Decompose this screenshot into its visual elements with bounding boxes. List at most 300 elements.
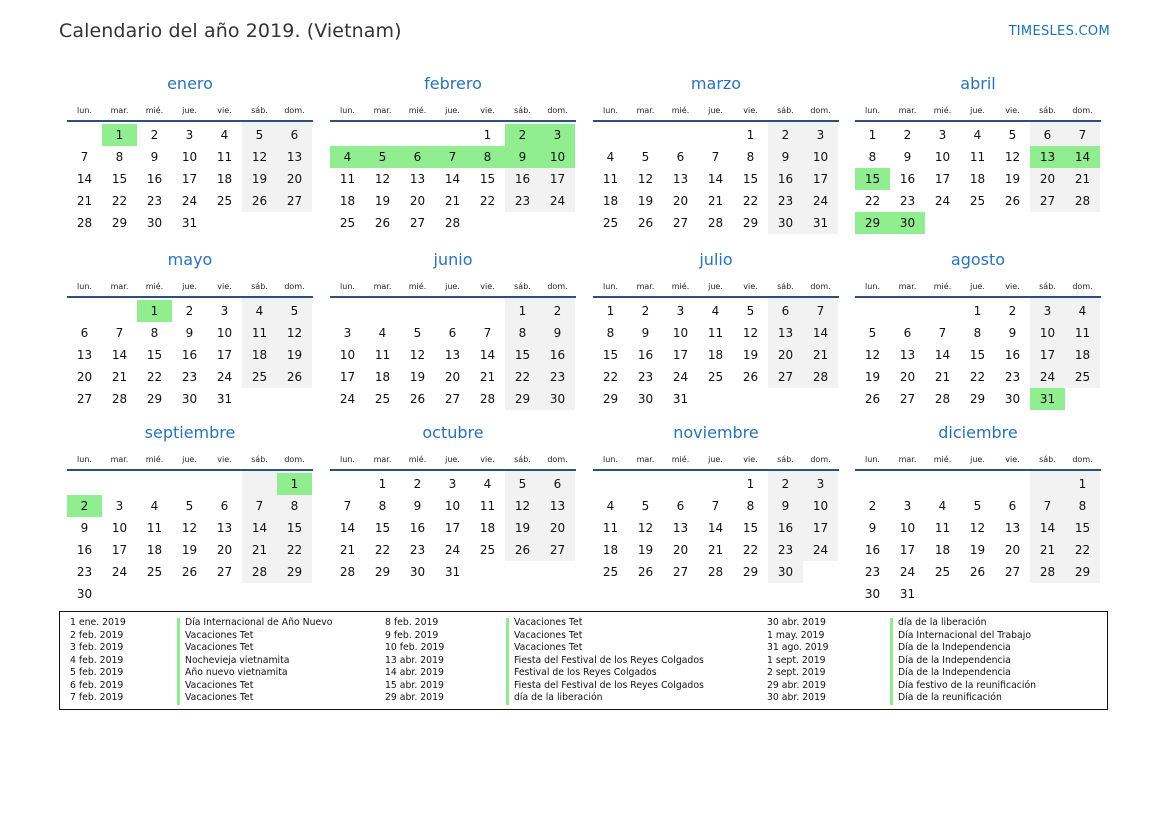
day-cell: 21	[934, 370, 951, 384]
day-cell: 21	[1074, 172, 1091, 186]
weekday-label: sáb.	[1039, 282, 1056, 291]
day-cell: 24	[899, 565, 916, 579]
day-cell: 27	[286, 194, 303, 208]
day-cell: 19	[637, 543, 654, 557]
day-cell: 10	[672, 326, 689, 340]
day-cell: 19	[742, 348, 759, 362]
legend-date: 2 sept. 2019	[767, 667, 826, 678]
day-cell: 1	[518, 304, 527, 318]
day-cell: 9	[185, 326, 194, 340]
day-cell: 5	[868, 326, 877, 340]
day-cell: 28	[707, 565, 724, 579]
day-cell: 10	[899, 521, 916, 535]
day-cell: 16	[777, 521, 794, 535]
legend-date: 7 feb. 2019	[70, 692, 124, 703]
day-cell: 22	[111, 194, 128, 208]
day-cell: 21	[1039, 543, 1056, 557]
day-cell: 11	[251, 326, 268, 340]
day-cell: 3	[816, 128, 825, 142]
day-cell: 11	[1074, 326, 1091, 340]
day-cell: 25	[1074, 370, 1091, 384]
day-cell: 30	[1004, 392, 1021, 406]
weekday-label: sáb.	[251, 455, 268, 464]
day-cell: 12	[637, 172, 654, 186]
day-cell: 15	[742, 172, 759, 186]
legend-holiday-name: Nochevieja vietnamita	[185, 654, 290, 666]
day-cell: 14	[812, 326, 829, 340]
day-cell: 28	[1039, 565, 1056, 579]
day-cell: 3	[185, 128, 194, 142]
day-cell: 24	[111, 565, 128, 579]
day-cell: 24	[812, 543, 829, 557]
weekday-label: mar.	[898, 282, 917, 291]
day-cell: 2	[868, 499, 877, 513]
weekday-label: sáb.	[514, 282, 531, 291]
month-name: junio	[433, 250, 473, 269]
day-cell: 5	[413, 326, 422, 340]
day-cell: 23	[146, 194, 163, 208]
weekday-label: mar.	[110, 106, 129, 115]
day-cell: 13	[76, 348, 93, 362]
day-cell: 23	[76, 565, 93, 579]
day-cell: 12	[1004, 150, 1021, 164]
day-cell: 21	[707, 194, 724, 208]
weekday-label: jue.	[445, 106, 460, 115]
day-cell: 10	[934, 150, 951, 164]
legend-dates-column	[385, 617, 444, 705]
day-cell: 5	[746, 304, 755, 318]
day-cell: 28	[339, 565, 356, 579]
day-cell: 13	[286, 150, 303, 164]
day-cell: 18	[146, 543, 163, 557]
weekday-label: dom.	[1072, 282, 1093, 291]
day-cell: 22	[479, 194, 496, 208]
day-cell: 6	[80, 326, 89, 340]
legend-holiday-name: Festival de los Reyes Colgados	[514, 667, 657, 678]
day-cell: 16	[76, 543, 93, 557]
day-cell: 9	[1008, 326, 1017, 340]
day-cell: 4	[606, 499, 615, 513]
day-cell: 30	[409, 565, 426, 579]
weekday-label: jue.	[970, 455, 985, 464]
weekday-label: dom.	[284, 282, 305, 291]
weekday-label: jue.	[182, 282, 197, 291]
day-cell: 7	[711, 499, 720, 513]
day-cell: 29	[286, 565, 303, 579]
day-cell: 8	[115, 150, 124, 164]
day-cell: 15	[742, 521, 759, 535]
day-cell: 17	[899, 543, 916, 557]
day-cell: 11	[479, 499, 496, 513]
day-cell: 14	[479, 348, 496, 362]
day-cell: 25	[602, 216, 619, 230]
holiday-legend	[59, 611, 1108, 710]
day-cell: 6	[220, 499, 229, 513]
day-cell: 25	[934, 565, 951, 579]
weekday-label: jue.	[445, 282, 460, 291]
day-cell: 20	[286, 172, 303, 186]
legend-date: 15 abr. 2019	[385, 679, 444, 691]
day-cell: 17	[1039, 348, 1056, 362]
day-cell: 25	[251, 370, 268, 384]
weekday-label: sáb.	[1039, 106, 1056, 115]
day-cell: 26	[514, 543, 531, 557]
day-cell: 24	[812, 194, 829, 208]
holiday-day-cell: 1	[277, 473, 312, 495]
holiday-day-cell: 29	[855, 212, 890, 234]
day-cell: 24	[444, 543, 461, 557]
legend-date: 4 feb. 2019	[70, 654, 124, 666]
day-cell: 13	[672, 172, 689, 186]
month-name: octubre	[422, 423, 484, 442]
legend-date: 30 abr. 2019	[767, 617, 826, 628]
day-cell: 25	[602, 565, 619, 579]
day-cell: 8	[378, 499, 387, 513]
day-cell: 15	[286, 521, 303, 535]
day-cell: 5	[290, 304, 299, 318]
legend-holiday-name: Vacaciones Tet	[185, 679, 254, 691]
day-cell: 8	[746, 150, 755, 164]
month-name: agosto	[950, 250, 1006, 269]
weekday-label: sáb.	[514, 455, 531, 464]
day-cell: 27	[444, 392, 461, 406]
day-cell: 13	[672, 521, 689, 535]
legend-date: 3 feb. 2019	[70, 642, 124, 653]
day-cell: 7	[115, 326, 124, 340]
holiday-day-cell: 9	[505, 146, 540, 168]
weekday-label: mié.	[408, 106, 427, 115]
legend-holiday-name: Día Internacional del Trabajo	[898, 629, 1032, 641]
day-cell: 21	[76, 194, 93, 208]
weekday-label: lun.	[865, 282, 880, 291]
legend-date: 14 abr. 2019	[385, 667, 444, 678]
month-name: febrero	[424, 74, 482, 93]
day-cell: 21	[444, 194, 461, 208]
month-name: mayo	[167, 250, 213, 269]
holiday-day-cell: 2	[67, 495, 102, 517]
holiday-day-cell: 4	[330, 146, 365, 168]
day-cell: 16	[549, 348, 566, 362]
day-cell: 18	[374, 370, 391, 384]
legend-date: 8 feb. 2019	[385, 617, 439, 628]
day-cell: 5	[255, 128, 264, 142]
day-cell: 6	[448, 326, 457, 340]
legend-date: 1 ene. 2019	[70, 617, 126, 628]
day-cell: 11	[216, 150, 233, 164]
day-cell: 17	[549, 172, 566, 186]
day-cell: 29	[1074, 565, 1091, 579]
day-cell: 26	[374, 216, 391, 230]
day-cell: 14	[339, 521, 356, 535]
day-cell: 17	[339, 370, 356, 384]
day-cell: 29	[146, 392, 163, 406]
weekday-label: mié.	[145, 282, 164, 291]
weekday-label: sáb.	[777, 282, 794, 291]
day-cell: 19	[409, 370, 426, 384]
day-cell: 3	[448, 477, 457, 491]
day-cell: 10	[812, 150, 829, 164]
weekday-label: mar.	[110, 282, 129, 291]
day-cell: 4	[711, 304, 720, 318]
day-cell: 14	[251, 521, 268, 535]
day-cell: 4	[1078, 304, 1087, 318]
day-cell: 2	[781, 128, 790, 142]
day-cell: 30	[777, 565, 794, 579]
day-cell: 20	[549, 521, 566, 535]
day-cell: 16	[899, 172, 916, 186]
day-cell: 4	[483, 477, 492, 491]
day-cell: 18	[216, 172, 233, 186]
weekday-label: jue.	[970, 282, 985, 291]
day-cell: 17	[934, 172, 951, 186]
day-cell: 1	[483, 128, 492, 142]
month-name: abril	[960, 74, 996, 93]
day-cell: 24	[216, 370, 233, 384]
day-cell: 27	[777, 370, 794, 384]
legend-date: 31 ago. 2019	[767, 642, 829, 653]
legend-holiday-name: Vacaciones Tet	[514, 617, 583, 628]
day-cell: 3	[938, 128, 947, 142]
legend-dates-column	[767, 617, 828, 705]
weekday-label: vie.	[743, 455, 758, 464]
weekday-label: mié.	[671, 282, 690, 291]
legend-holiday-name: Vacaciones Tet	[514, 629, 583, 641]
day-cell: 1	[868, 128, 877, 142]
day-cell: 2	[553, 304, 562, 318]
legend-date: 5 feb. 2019	[70, 667, 124, 678]
day-cell: 23	[549, 370, 566, 384]
day-cell: 18	[479, 521, 496, 535]
day-cell: 13	[444, 348, 461, 362]
day-cell: 17	[444, 521, 461, 535]
day-cell: 15	[146, 348, 163, 362]
day-cell: 6	[553, 477, 562, 491]
day-cell: 20	[76, 370, 93, 384]
legend-holiday-name: Vacaciones Tet	[185, 642, 254, 653]
day-cell: 13	[1004, 521, 1021, 535]
day-cell: 30	[181, 392, 198, 406]
day-cell: 23	[514, 194, 531, 208]
weekday-label: mié.	[933, 106, 952, 115]
day-cell: 24	[934, 194, 951, 208]
day-cell: 12	[409, 348, 426, 362]
weekday-label: vie.	[480, 455, 495, 464]
day-cell: 10	[181, 150, 198, 164]
weekday-label: jue.	[182, 455, 197, 464]
day-cell: 1	[746, 128, 755, 142]
day-cell: 8	[290, 499, 299, 513]
month-name: diciembre	[938, 423, 1018, 442]
day-cell: 29	[514, 392, 531, 406]
day-cell: 22	[602, 370, 619, 384]
day-cell: 6	[290, 128, 299, 142]
day-cell: 17	[812, 521, 829, 535]
day-cell: 28	[444, 216, 461, 230]
weekday-label: sáb.	[777, 455, 794, 464]
day-cell: 24	[339, 392, 356, 406]
day-cell: 21	[251, 543, 268, 557]
day-cell: 23	[777, 194, 794, 208]
day-cell: 9	[641, 326, 650, 340]
day-cell: 6	[903, 326, 912, 340]
day-cell: 30	[549, 392, 566, 406]
day-cell: 17	[181, 172, 198, 186]
holiday-day-cell: 1	[137, 300, 172, 322]
day-cell: 27	[899, 392, 916, 406]
day-cell: 10	[216, 326, 233, 340]
weekday-label: dom.	[1072, 455, 1093, 464]
weekday-label: sáb.	[777, 106, 794, 115]
site-link[interactable]: TIMESLES.COM	[1008, 24, 1110, 39]
legend-dates-column	[70, 617, 126, 705]
legend-holiday-name: Día de la Independencia	[898, 642, 1011, 653]
day-cell: 27	[76, 392, 93, 406]
day-cell: 26	[742, 370, 759, 384]
day-cell: 5	[641, 150, 650, 164]
weekday-label: lun.	[603, 455, 618, 464]
weekday-label: dom.	[547, 455, 568, 464]
day-cell: 30	[637, 392, 654, 406]
legend-holiday-name: Día festivo de la reunificación	[898, 679, 1037, 691]
day-cell: 23	[777, 543, 794, 557]
legend-date: 9 feb. 2019	[385, 629, 439, 641]
day-cell: 26	[969, 565, 986, 579]
month-name: enero	[167, 74, 213, 93]
weekday-label: mar.	[110, 455, 129, 464]
legend-date: 1 may. 2019	[767, 629, 825, 641]
day-cell: 13	[777, 326, 794, 340]
day-cell: 20	[444, 370, 461, 384]
day-cell: 15	[479, 172, 496, 186]
day-cell: 16	[1004, 348, 1021, 362]
legend-holiday-name: Año nuevo vietnamita	[185, 667, 288, 678]
day-cell: 10	[111, 521, 128, 535]
weekday-label: vie.	[480, 106, 495, 115]
weekday-label: vie.	[1005, 282, 1020, 291]
day-cell: 12	[181, 521, 198, 535]
day-cell: 2	[1008, 304, 1017, 318]
day-cell: 26	[864, 392, 881, 406]
day-cell: 25	[374, 392, 391, 406]
day-cell: 3	[115, 499, 124, 513]
day-cell: 15	[1074, 521, 1091, 535]
day-cell: 22	[286, 543, 303, 557]
day-cell: 25	[146, 565, 163, 579]
day-cell: 9	[413, 499, 422, 513]
day-cell: 29	[742, 216, 759, 230]
day-cell: 23	[864, 565, 881, 579]
legend-divider	[890, 618, 893, 705]
day-cell: 30	[76, 587, 93, 601]
weekday-label: mar.	[636, 455, 655, 464]
day-cell: 8	[868, 150, 877, 164]
day-cell: 18	[1074, 348, 1091, 362]
weekday-label: mar.	[373, 106, 392, 115]
day-cell: 17	[216, 348, 233, 362]
day-cell: 30	[864, 587, 881, 601]
day-cell: 18	[934, 543, 951, 557]
month-name: septiembre	[144, 423, 236, 442]
page-title: Calendario del año 2019. (Vietnam)	[59, 20, 402, 42]
day-cell: 9	[903, 150, 912, 164]
day-cell: 16	[514, 172, 531, 186]
day-cell: 21	[479, 370, 496, 384]
day-cell: 7	[255, 499, 264, 513]
day-cell: 2	[413, 477, 422, 491]
weekday-label: sáb.	[514, 106, 531, 115]
day-cell: 6	[781, 304, 790, 318]
holiday-day-cell: 2	[505, 124, 540, 146]
legend-date: 10 feb. 2019	[385, 642, 445, 653]
weekday-label: jue.	[708, 106, 723, 115]
day-cell: 12	[514, 499, 531, 513]
day-cell: 9	[80, 521, 89, 535]
weekday-label: mié.	[408, 455, 427, 464]
day-cell: 29	[111, 216, 128, 230]
day-cell: 3	[816, 477, 825, 491]
day-cell: 19	[374, 194, 391, 208]
weekday-label: lun.	[77, 282, 92, 291]
weekday-label: vie.	[1005, 455, 1020, 464]
legend-holiday-name: Vacaciones Tet	[514, 642, 583, 653]
weekday-label: mar.	[898, 455, 917, 464]
weekday-label: mar.	[636, 282, 655, 291]
legend-date: 29 abr. 2019	[767, 679, 826, 691]
day-cell: 6	[1008, 499, 1017, 513]
day-cell: 12	[742, 326, 759, 340]
weekday-label: vie.	[217, 455, 232, 464]
day-cell: 8	[518, 326, 527, 340]
legend-date: 6 feb. 2019	[70, 679, 124, 691]
weekday-label: sáb.	[251, 106, 268, 115]
day-cell: 19	[864, 370, 881, 384]
day-cell: 16	[777, 172, 794, 186]
day-cell: 5	[1008, 128, 1017, 142]
day-cell: 10	[444, 499, 461, 513]
day-cell: 2	[185, 304, 194, 318]
day-cell: 7	[1043, 499, 1052, 513]
day-cell: 26	[637, 565, 654, 579]
day-cell: 29	[969, 392, 986, 406]
day-cell: 3	[676, 304, 685, 318]
legend-names-column	[514, 617, 704, 705]
day-cell: 19	[514, 521, 531, 535]
day-cell: 13	[899, 348, 916, 362]
day-cell: 14	[707, 172, 724, 186]
day-cell: 22	[969, 370, 986, 384]
day-cell: 19	[637, 194, 654, 208]
day-cell: 31	[899, 587, 916, 601]
day-cell: 1	[746, 477, 755, 491]
day-cell: 27	[1039, 194, 1056, 208]
day-cell: 20	[777, 348, 794, 362]
day-cell: 27	[672, 216, 689, 230]
day-cell: 3	[1043, 304, 1052, 318]
day-cell: 15	[374, 521, 391, 535]
weekday-label: lun.	[340, 455, 355, 464]
day-cell: 15	[969, 348, 986, 362]
day-cell: 23	[181, 370, 198, 384]
day-cell: 7	[816, 304, 825, 318]
day-cell: 13	[549, 499, 566, 513]
day-cell: 27	[1004, 565, 1021, 579]
day-cell: 8	[150, 326, 159, 340]
day-cell: 8	[1078, 499, 1087, 513]
weekday-label: dom.	[547, 106, 568, 115]
day-cell: 30	[777, 216, 794, 230]
day-cell: 14	[934, 348, 951, 362]
weekday-label: mar.	[373, 455, 392, 464]
